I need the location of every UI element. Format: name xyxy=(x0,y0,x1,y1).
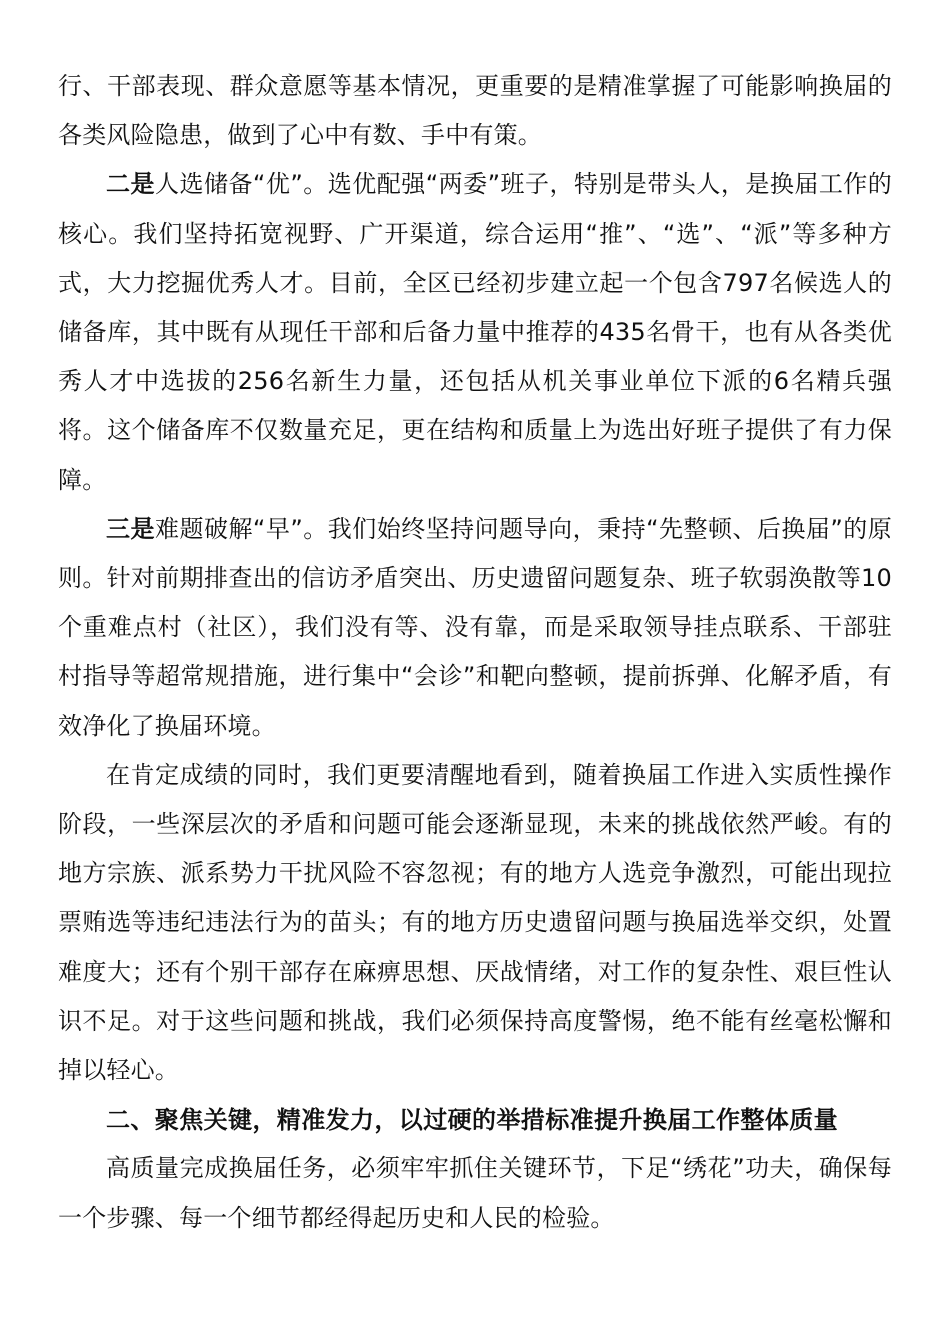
document-body xyxy=(58,62,892,1243)
paragraph-problem-solving xyxy=(58,505,892,751)
paragraph-text-3: 难题破解“早”。我们始终坚持问题导向，秉持“先整顿、后换届”的原则。针对前期排查出的信访矛盾突出、历史遗留问题复杂、班子软弱涣散等10个重难点村（社区），我们没有等、没有靠，而是采取领导挂点联系、干部驻村指导等超常规措施，进行集中“会诊”和靶向整顿，提前拆弹、化解矛盾，有效净化了换届环境。 xyxy=(58,514,892,740)
paragraph-lead-2: 二是 xyxy=(106,170,155,199)
paragraph-continuation: 行、干部表现、群众意愿等基本情况，更重要的是精准掌握了可能影响换届的各类风险隐患，做到了心中有数、手中有策。 xyxy=(58,72,892,150)
paragraph-quality: 高质量完成换届任务，必须牢牢抓住关键环节，下足“绣花”功夫，确保每一个步骤、每一个细节都经得起历史和人民的检验。 xyxy=(58,1154,892,1232)
paragraph-candidate-reserve xyxy=(58,160,892,504)
paragraph-lead-3: 三是 xyxy=(106,514,155,543)
section-heading-2: 二、聚焦关键，精准发力，以过硬的举措标准提升换届工作整体质量 xyxy=(106,1105,838,1135)
paragraph-challenges: 在肯定成绩的同时，我们更要清醒地看到，随着换届工作进入实质性操作阶段，一些深层次的矛盾和问题可能会逐渐显现，未来的挑战依然严峻。有的地方宗族、派系势力干扰风险不容忽视；有的地方人选竞争激烈，可能出现拉票贿选等违纪违法行为的苗头；有的地方历史遗留问题与换届选举交织，处置难度大；还有个别干部存在麻痹思想、厌战情绪，对工作的复杂性、艰巨性认识不足。对于这些问题和挑战，我们必须保持高度警惕，绝不能有丝毫松懈和掉以轻心。 xyxy=(58,760,892,1085)
paragraph-text-2: 人选储备“优”。选优配强“两委”班子，特别是带头人，是换届工作的核心。我们坚持拓宽视野、广开渠道，综合运用“推”、“选”、“派”等多种方式，大力挖掘优秀人才。目前，全区已经初步建立起一个包含797名候选人的储备库，其中既有从现任干部和后备力量中推荐的435名骨干，也有从各类优秀人才中选拔的256名新生力量，还包括从机关事业单位下派的6名精兵强将。这个储备库不仅数量充足，更在结构和质量上为选出好班子提供了有力保障。 xyxy=(58,170,892,494)
